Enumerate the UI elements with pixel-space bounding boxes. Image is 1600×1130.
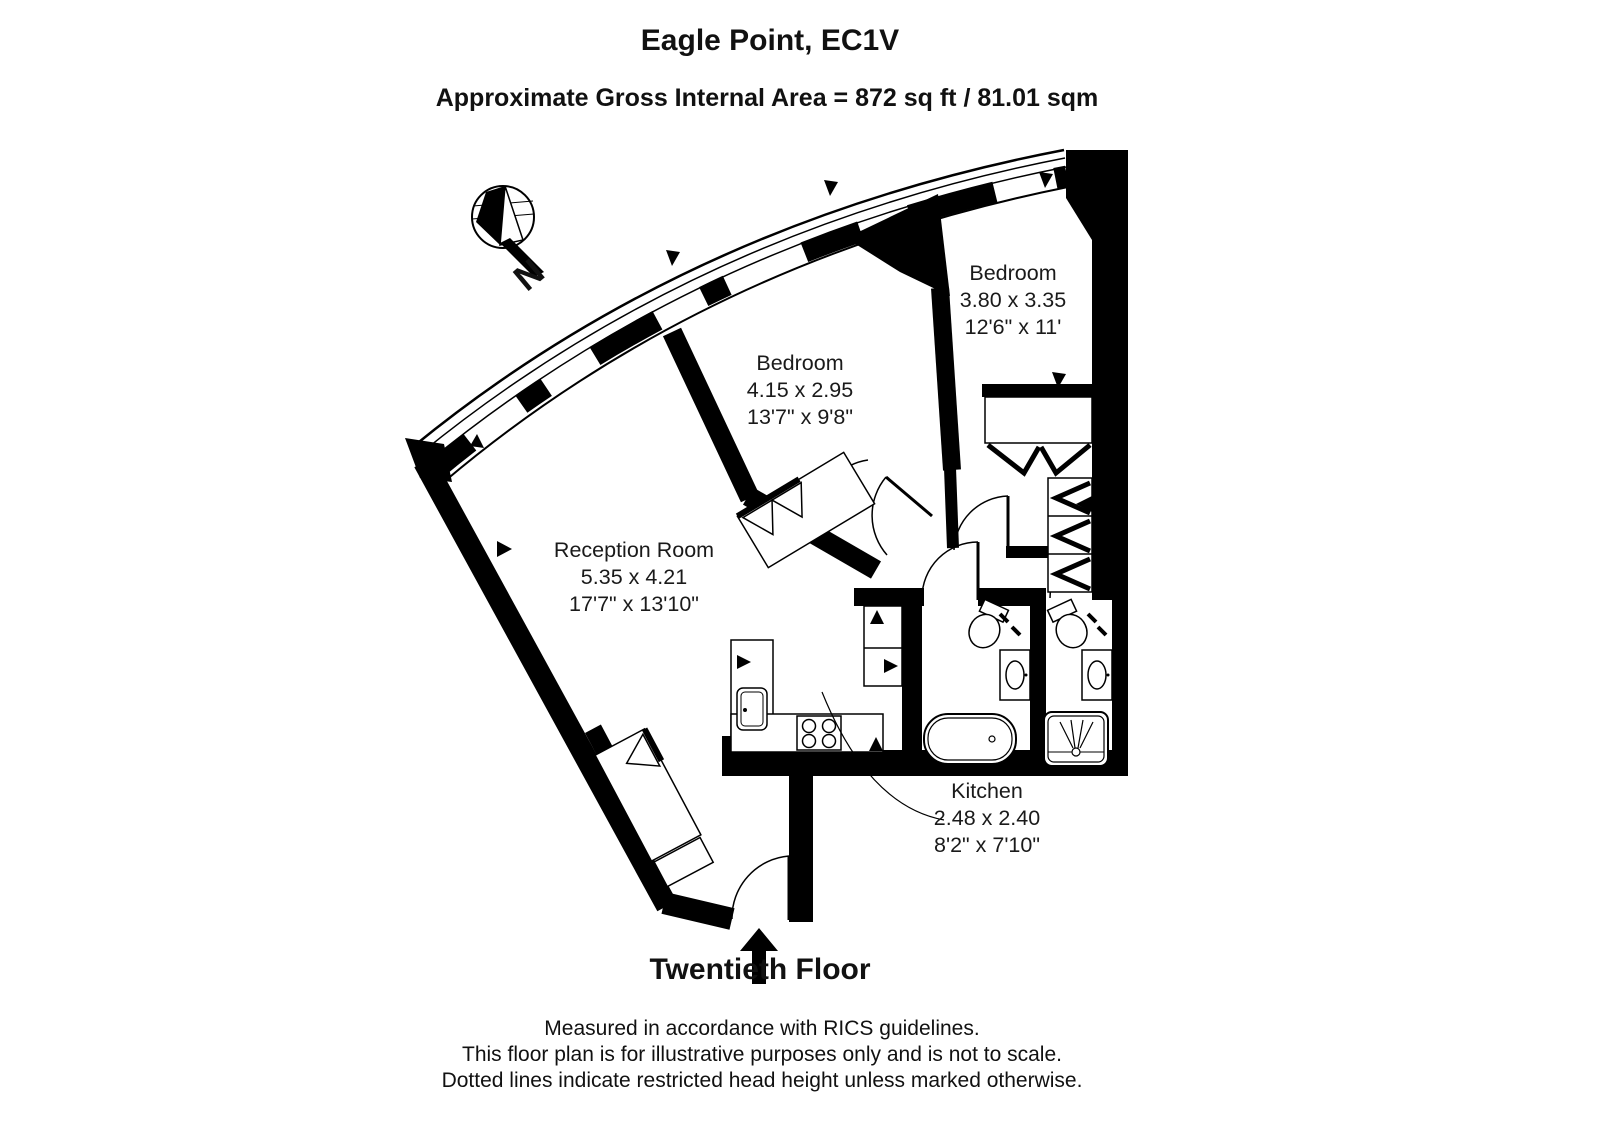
entrance-door bbox=[732, 856, 789, 920]
room-name: Bedroom bbox=[969, 261, 1057, 285]
hall-closets bbox=[1048, 478, 1092, 592]
compass-north-label: N bbox=[505, 250, 552, 299]
bathroom-toilet bbox=[964, 598, 1020, 652]
wall-ticks bbox=[470, 172, 1092, 751]
kitchen-sink bbox=[737, 688, 767, 730]
room-name: Reception Room bbox=[553, 538, 715, 562]
room-label-bedroom-1 bbox=[960, 260, 1066, 341]
room-metric: 4.15 x 2.95 bbox=[746, 378, 854, 402]
room-label-kitchen bbox=[934, 778, 1040, 859]
area-subtitle: Approximate Gross Internal Area = 872 sq ft / 81.01 sqm bbox=[435, 84, 1099, 112]
shower bbox=[1044, 712, 1108, 766]
floor-label: Twentieth Floor bbox=[649, 953, 871, 986]
bathtub bbox=[924, 714, 1016, 764]
room-metric: 5.35 x 4.21 bbox=[580, 565, 688, 589]
room-metric: 2.48 x 2.40 bbox=[933, 806, 1041, 830]
room-metric: 3.80 x 3.35 bbox=[959, 288, 1067, 312]
room-name: Kitchen bbox=[951, 779, 1023, 803]
room-imperial: 8'2" x 7'10" bbox=[934, 833, 1040, 857]
disclaimer bbox=[442, 1016, 1083, 1094]
room-label-reception bbox=[554, 537, 714, 618]
disclaimer-line: Dotted lines indicate restricted head height unless marked otherwise. bbox=[441, 1069, 1083, 1092]
bedroom1-wardrobe bbox=[985, 397, 1092, 473]
disclaimer-line: This floor plan is for illustrative purposes only and is not to scale. bbox=[462, 1043, 1062, 1066]
room-imperial: 17'7" x 13'10" bbox=[569, 592, 699, 616]
page-title: Eagle Point, EC1V bbox=[640, 24, 900, 57]
room-imperial: 13'7" x 9'8" bbox=[747, 405, 853, 429]
ensuite-toilet bbox=[1046, 598, 1106, 652]
room-imperial: 12'6" x 11' bbox=[964, 315, 1062, 339]
room-label-bedroom-2 bbox=[747, 350, 853, 431]
disclaimer-line: Measured in accordance with RICS guidelines. bbox=[544, 1017, 980, 1040]
room-name: Bedroom bbox=[756, 351, 844, 375]
ensuite-basin bbox=[1082, 650, 1112, 700]
bathroom-basin bbox=[1000, 650, 1030, 700]
